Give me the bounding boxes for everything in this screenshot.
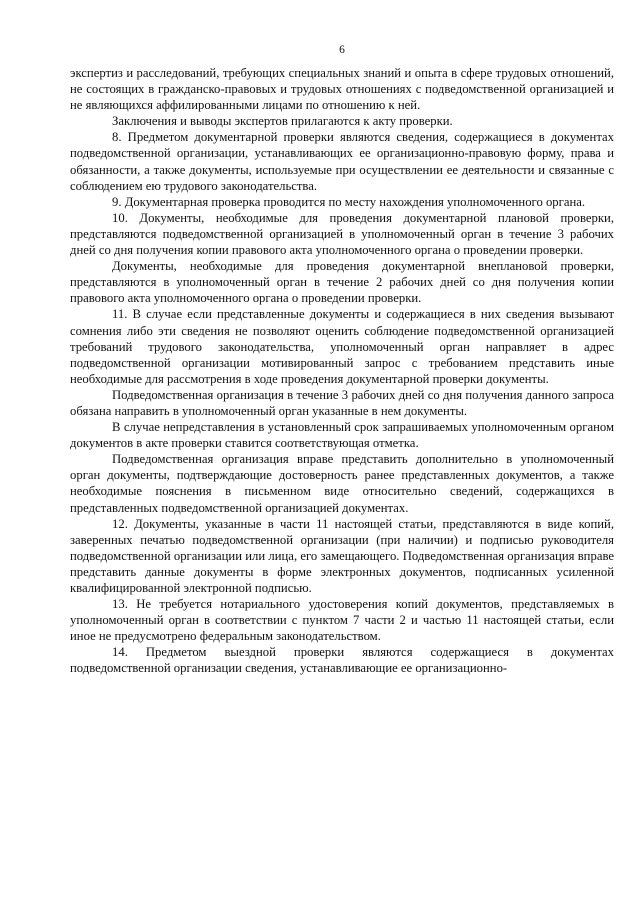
page-number: 6 bbox=[339, 44, 345, 56]
paragraph-item-13: 13. Не требуется нотариального удостоверения копий документов, представляемых в уполномоченный орган в соответствии с пунктом 7 части 2 и частью 11 настоящей статьи, если иное не предусмотрено федеральным законодательством. bbox=[70, 597, 614, 644]
document-body bbox=[70, 65, 614, 677]
paragraph-item-9: 9. Документарная проверка проводится по месту нахождения уполномоченного органа. bbox=[112, 194, 586, 209]
paragraph-item-10: 10. Документы, необходимые для проведения документарной плановой проверки, представляются подведомственной организацией в уполномоченный орган в течение 3 рабочих дней со дня получения копии правового акта уполномоченного органа о проведении проверки. bbox=[70, 210, 614, 258]
paragraph: Заключения и выводы экспертов прилагаются к акту проверки. bbox=[112, 114, 453, 129]
paragraph: Подведомственная организация вправе представить дополнительно в уполномоченный орган документы, подтверждающие достоверность ранее представленных документов, а также необходимые пояснения в письменном виде относительно сведений, содержащихся в представленных подведомственной организацией документах. bbox=[70, 452, 614, 515]
paragraph-item-14: 14. Предметом выездной проверки являются содержащиеся в документах подведомственной организации сведения, устанавливающие ее организационно- bbox=[70, 645, 614, 676]
paragraph-item-8: 8. Предметом документарной проверки являются сведения, содержащиеся в документах подведомственной организации, устанавливающих ее организационно-правовую форму, права и обязанности, а также документы, используемые при осуществлении ее деятельности и связанные с соблюдением ею трудового законодательства. bbox=[70, 130, 614, 193]
paragraph: Документы, необходимые для проведения документарной внеплановой проверки, представляются в уполномоченный орган в течение 2 рабочих дней со дня получения копии правового акта уполномоченного органа о проведении проверки. bbox=[70, 259, 614, 306]
paragraph: В случае непредставления в установленный срок запрашиваемых уполномоченным органом документов в акте проверки ставится соответствующая отметка. bbox=[70, 420, 614, 451]
paragraph-item-12: 12. Документы, указанные в части 11 настоящей статьи, представляются в виде копий, заверенных печатью подведомственной организации (при наличии) и подписью руководителя подведомственной организации или лица, его замещающего. Подведомственная организация вправе представить данные документы в форме электронных документов, подписанных усиленной квалифицированной электронной подписью. bbox=[70, 516, 614, 595]
paragraph: Подведомственная организация в течение 3 рабочих дней со дня получения данного запроса обязана направить в уполномоченный орган указанные в нем документы. bbox=[70, 387, 614, 418]
paragraph-continuation: экспертиз и расследований, требующих специальных знаний и опыта в сфере трудовых отношений, не состоящих в гражданско-правовых и трудовых отношениях с подведомственной организацией и не являющихся аффилированными лицами по отношению к ней. bbox=[70, 66, 614, 113]
paragraph-item-11: 11. В случае если представленные документы и содержащиеся в них сведения вызывают сомнения либо эти сведения не позволяют оценить соблюдение подведомственной организацией требований трудового законодательства, уполномоченный орган направляет в адрес подведомственной организации мотивированный запрос с требованием представить иные необходимые для рассмотрения в ходе проведения документарной проверки документы. bbox=[70, 307, 614, 386]
